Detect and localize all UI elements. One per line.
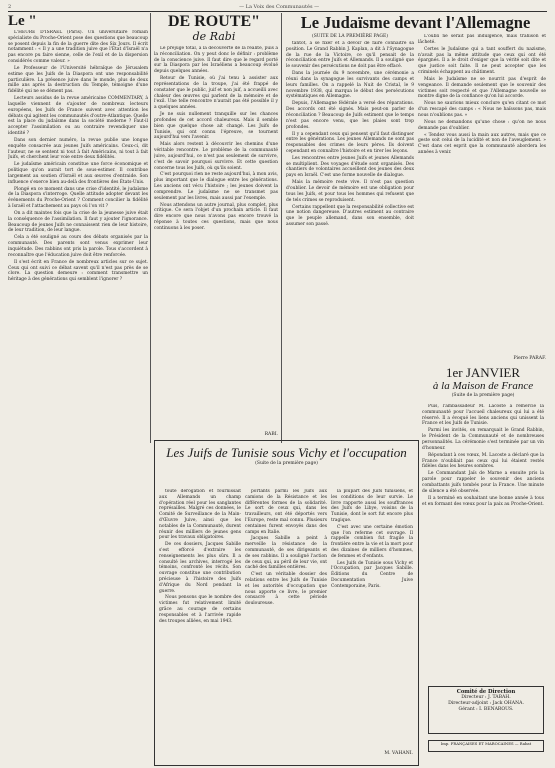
middle-title: DE ROUTE"	[167, 13, 260, 30]
right-signature: Pierre PARAF.	[513, 356, 546, 361]
paragraph: Nous pensons que le nombre des victimes fut relativement limité grâce au courage de certains responsables et à l'arrivée rapide des troupes alliées, en mai 1943.	[159, 595, 241, 624]
paragraph: Certes le Judaïsme qui a tant souffert du nazisme, n'avait pas la même attitude que ceux qui ont été épargnés. Il a le droit d'exiger que la vérité soit dite et que justice soit faite. Il ne peut accepter que les criminels échappent au châtiment.	[418, 46, 546, 75]
tunisia-col-3	[331, 489, 413, 751]
tunisia-signature: M. VAHANI.	[384, 751, 413, 756]
header-rule	[8, 11, 547, 12]
paragraph: Depuis, l'Allemagne fédérale a versé des réparations. Des accords ont été signés. Mais peut-on parler de réconciliation ? Beaucoup de Juifs estiment que le temps n'est pas encore venu, que les plaies sont trop profondes.	[286, 101, 414, 130]
paragraph: Plongé en ce moment dans une crise d'identité, le judaïsme de la Diaspora s'interroge. Quelle attitude adopter devant les événements du Proche-Orient ? Comment concilier la fidélité à Israël et l'attachement au pays où l'on vit ?	[8, 186, 148, 210]
middle-signature: RABI.	[264, 432, 278, 437]
paragraph: L'HEURE D'ISRAEL (Paris). Un universitaire romain spécialiste du Proche-Orient pose des questions que beaucoup se posent depuis la fin de la guerre dite des Six Jours. Il écrit notamment : « Il y a une tradition juive que l'État d'Israël n'a pas encore pu faire sienne, celle de l'exil et de la dispersion considérés comme valeur. »	[8, 30, 148, 64]
paragraph: Répondant à ces vœux, M. Lacoste a déclaré que la France n'oubliait pas ceux qui lui étaient restés fidèles dans les heures sombres.	[422, 452, 544, 470]
printer-line: Imp. FRANÇAISES ET MAROCAINES — Rabat	[428, 740, 544, 752]
middle-article-body	[154, 46, 278, 432]
paragraph: C'est pourquoi rien ne reste aujourd'hui, à mon avis, plus important que le dialogue entre les générations. Les anciens ont vécu l'histoire ; les jeunes doivent la comprendre. Le judaïsme ne se transmet pas seulement par les livres, mais aussi par l'exemple.	[154, 172, 278, 201]
page-number: 2	[8, 4, 12, 10]
paragraph: Il a terminé en souhaitant une bonne année à tous et en formant des vœux pour la paix au Proche-Orient.	[422, 495, 544, 507]
right-article-body-2	[418, 34, 546, 360]
paragraph: Lecteurs assidus de la revue américaine COMMENTARY, à laquelle viennent de s'ajouter de nombreux lecteurs européens, les Juifs de France suivent avec attention les débats qui agitent les communautés d'outre-Atlantique. Quelle est la place du judaïsme dans la société moderne ? Faut-il accepter l'assimilation ou au contraire revendiquer une identité ?	[8, 96, 148, 136]
paragraph: Mais le Judaïsme ne se nourrit pas d'esprit de vengeance. Il demande seulement que le souvenir des victimes soit respecté et que l'Allemagne nouvelle se montre digne de la confiance qu'on lui accorde.	[418, 76, 546, 100]
committee-row: Gérant : I. BENAROUS.	[458, 707, 514, 712]
janvier-body	[422, 404, 544, 682]
janvier-prefix: 1er	[445, 365, 463, 380]
paragraph: Jacques Sabille a peint à merveille la résistance de la communauté, de ses dirigeants et de ses rabbins. Il a souligné l'action de ceux qui, au péril de leur vie, ont caché des familles entières.	[245, 536, 327, 571]
left-article-body	[8, 30, 148, 765]
paragraph: Le judaïsme américain constitue une force économique et politique qu'on aurait tort de sous-estimer. Il contribue largement au soutien d'Israël et aux œuvres d'entraide. Son influence s'exerce bien au-delà des frontières des États-Unis.	[8, 162, 148, 185]
paragraph: Puis, l'ambassadeur M. Lacoste a remercié la communauté pour l'accueil chaleureux qui lui a été réservé. Il a évoqué les liens anciens qui unissent la France et les Juifs de Tunisie.	[422, 404, 544, 427]
column-divider-left	[150, 13, 151, 443]
tunisia-col-1	[159, 489, 241, 761]
paragraph: Nous ne demandons qu'une chose : qu'on ne nous demande pas d'oublier.	[418, 119, 546, 131]
paragraph: portants parmi les Juifs aux camions de la Résistance et les différentes formes de la solidarité. Le sort de ceux qui, dans les travailleurs, ont été déportés vers l'Europe, reste mal connu. Plusieurs centaines furent envoyés dans des camps en Italie.	[245, 489, 327, 535]
paragraph: Certains rappellent que la responsabilité collective est une notion dangereuse. D'autres estiment au contraire que le peuple allemand, dans son ensemble, doit assumer son passé.	[286, 204, 414, 228]
paragraph: Nous attendons un autre journal, plus complet, plus critique. Ce sera l'objet d'un prochain article. Il faut dire encore que nous n'avons pas encore trouvé la réponse à toutes ces questions, mais que nous continuons à les poser.	[154, 202, 278, 231]
tunisia-article	[154, 440, 419, 766]
middle-headline	[150, 13, 278, 43]
paragraph: De ces dossiers, Jacques Sabille s'est efforcé d'extraire les renseignements les plus sûrs. Il a consulté les archives, interrogé les témoins, confronté les récits. Son ouvrage constitue une contribution précieuse à l'histoire des Juifs d'Afrique du Nord pendant la guerre.	[159, 542, 241, 594]
janvier-title: JANVIER	[465, 365, 521, 380]
column-divider-right	[281, 13, 282, 443]
committee-box	[428, 686, 544, 734]
middle-byline: de Rabi	[192, 30, 236, 43]
paragraph: Mais la mémoire reste vive. Il n'est pas question d'oublier. Le devoir de mémoire est une obligation pour tous les Juifs, et pour tous les hommes qui refusent que de tels crimes se reproduisent.	[286, 180, 414, 203]
newspaper-title: — La Voix des Communautés —	[239, 4, 320, 10]
committee-row: Directeur : J. TABAH.	[461, 695, 511, 700]
paragraph: L'oubli ne serait pas indulgence, mais trahison et lâcheté.	[418, 34, 546, 45]
paragraph: Dans la journée du 9 novembre, une cérémonie a réuni dans la synagogue les survivants des camps et leurs familles. On a rappelé la Nuit de Cristal, le 9 novembre 1938, qui marqua le début des persécutions systématiques en Allemagne.	[286, 71, 414, 100]
paragraph: Il s'est écrit en France de nombreux articles sur ce sujet. Ceux qui ont suivi ce débat savent qu'il n'est pas près de se clore. La question demeure : comment transmettre un héritage à des générations qui semblent l'ignorer ?	[8, 259, 148, 283]
paragraph: Il y a cependant ceux qui pensent qu'il faut distinguer entre les générations. Les jeunes Allemands ne sont pas responsables des crimes de leurs pères. Ils doivent cependant en connaître l'histoire et en tirer les leçons.	[286, 131, 414, 154]
right-headline	[284, 13, 547, 33]
paragraph: Retour de Tunisie, où j'ai tenu à assister aux représentations de la troupe, j'ai été frappé de constater que le public, juif et non juif, a accueilli avec chaleur des œuvres qui parlent de la mémoire et de l'exil. Une telle rencontre n'aurait pas été possible il y a quelques années.	[154, 76, 278, 111]
paragraph: Cela a été souligné au cours des débats organisés par la communauté. Des parents sont venus exprimer leur inquiétude. Des rabbins ont pris la parole. Tous s'accordent à reconnaître que l'éducation juive doit être renforcée.	[8, 235, 148, 258]
tunisia-continuation: (Suite de la première page)	[255, 461, 318, 466]
paragraph: On a dit maintes fois que la crise de la jeunesse juive était la conséquence de l'assimilation. Il faut y ajouter l'ignorance. Beaucoup de jeunes Juifs ne connaissent rien de leur histoire, de leur tradition, de leur langue.	[8, 211, 148, 234]
paragraph: Les Juifs de Tunisie sous Vichy et l'Occupation, par Jacques Sabille. Éditions du Centre de Documentation Juive Contemporaine, Paris.	[331, 560, 413, 589]
janvier-continuation: (Suite de la première page)	[451, 393, 515, 398]
tunisia-col-2	[245, 489, 327, 761]
paragraph: Le Commandant Jaïs de Marne a ensuite pris la parole pour rappeler le souvenir des anciens combattants juifs tombés pour la France. Une minute de silence a été observée.	[422, 471, 544, 494]
paragraph: Je ne suis nullement tranquille sur les chances profondes de cet accord chaleureux. Mais il semble bien que quelque chose ait changé. Les Juifs de Tunisie, qui ont connu l'épreuve, se tournent aujourd'hui vers l'avenir.	[154, 112, 278, 141]
tunisia-title: Les Juifs de Tunisie sous Vichy et l'occupation	[166, 445, 407, 460]
paragraph: Les rencontres entre jeunes Juifs et jeunes Allemands se multiplient. Des voyages d'étude sont organisés. Des chantiers de volontaires accueillent des jeunes des deux pays en Israël. C'est une forme nouvelle de dialogue.	[286, 155, 414, 179]
paragraph: Nous ne saurions mieux conclure qu'en citant ce mot d'un rescapé des camps : « Nous ne haïssons pas, mais nous n'oublions pas. »	[418, 101, 546, 118]
paragraph: Dans son dernier numéro, la revue publie une longue enquête consacrée aux jeunes Juifs américains. Ceux-ci, dit l'auteur, ne se sentent ni tout à fait Américains, ni tout à fait Juifs, et cherchent leur voie entre deux fidélités.	[8, 137, 148, 161]
paragraph: « Tendez vous aussi la main aux autres, mais que ce geste soit celui de la lucidité et non de l'aveuglement. » C'est dans cet esprit que la communauté abordera les années à venir.	[418, 132, 546, 156]
paragraph: Parmi les invités, on remarquait le Grand Rabbin, le Président de la Communauté et de nombreuses personnalités. La cérémonie s'est terminée par un vin d'honneur.	[422, 428, 544, 451]
paragraph: Le Professeur de l'Université hébraïque de Jérusalem estime que les Juifs de la Diaspora ont une responsabilité particulière. La présence juive dans le monde, plus de deux mille ans après la destruction du Temple, témoigne d'une fidélité qui ne se dément pas.	[8, 65, 148, 95]
paragraph: C'est un véritable dossier des relations entre les Juifs de Tunisie et les autorités d'occupation que nous apporte ce livre, le premier consacré à cette période douloureuse.	[245, 572, 327, 607]
paragraph: Le préjugé total, à la découverte de la réalité, puis à la réconciliation. On y peut donc le définir : problème de la conscience juive. Il faut dire que le regard porté sur la Diaspora par les Israéliens a beaucoup évolué depuis quelques années.	[154, 46, 278, 75]
committee-row: Directeur-adjoint : Jack OHANA.	[448, 701, 524, 706]
janvier-headline	[420, 365, 546, 398]
committee-title: Comité de Direction	[456, 689, 516, 695]
right-continuation: (SUITE DE LA PREMIÈRE PAGE)	[311, 34, 389, 39]
right-title: Le Judaïsme devant l'Allemagne	[300, 13, 531, 32]
right-article-body-1	[286, 41, 414, 401]
paragraph: C'est avec une certaine émotion que l'on referme cet ouvrage. Il rappelle combien fut fragile la frontière entre la vie et la mort pour des dizaines de milliers d'hommes, de femmes et d'enfants.	[331, 524, 413, 559]
left-headline: Le "	[8, 13, 37, 29]
paragraph: Mais alors restent à découvrir les chemins d'une véritable rencontre. Le problème de la communauté juive, aujourd'hui, ce n'est pas seulement de survivre, c'est de savoir pourquoi survivre. Et cette question concerne tous les Juifs, où qu'ils soient.	[154, 142, 278, 171]
janvier-subtitle: à la Maison de France	[432, 380, 534, 392]
paragraph: tantôt, à se fixer et à devoir de faire connaître sa position. Le Grand Rabbin J. Kaplan, a dit à l'Synagogue de la rue de la Victoire, ce qu'il pensait de la réconciliation entre Juifs et Allemands. Il a souligné que le souvenir des persécutions ne doit pas être effacé.	[286, 41, 414, 70]
paragraph: la plupart des Juifs tunisiens, et les conditions de leur survie. Le livre rapporte aussi les souffrances des Juifs de Libye, voisins de la Tunisie, dont le sort fut encore plus tragique.	[331, 489, 413, 523]
paragraph: toute dérogation et fournissait aux Allemands un champ d'opération réel pour les sanglantes représailles. Malgré ces données, le Comité de Surveillance de la Main-d'Œuvre Juive, ainsi que les notables de la Communauté, durent réunir des milliers de jeunes gens pour les travaux obligatoires.	[159, 489, 241, 541]
